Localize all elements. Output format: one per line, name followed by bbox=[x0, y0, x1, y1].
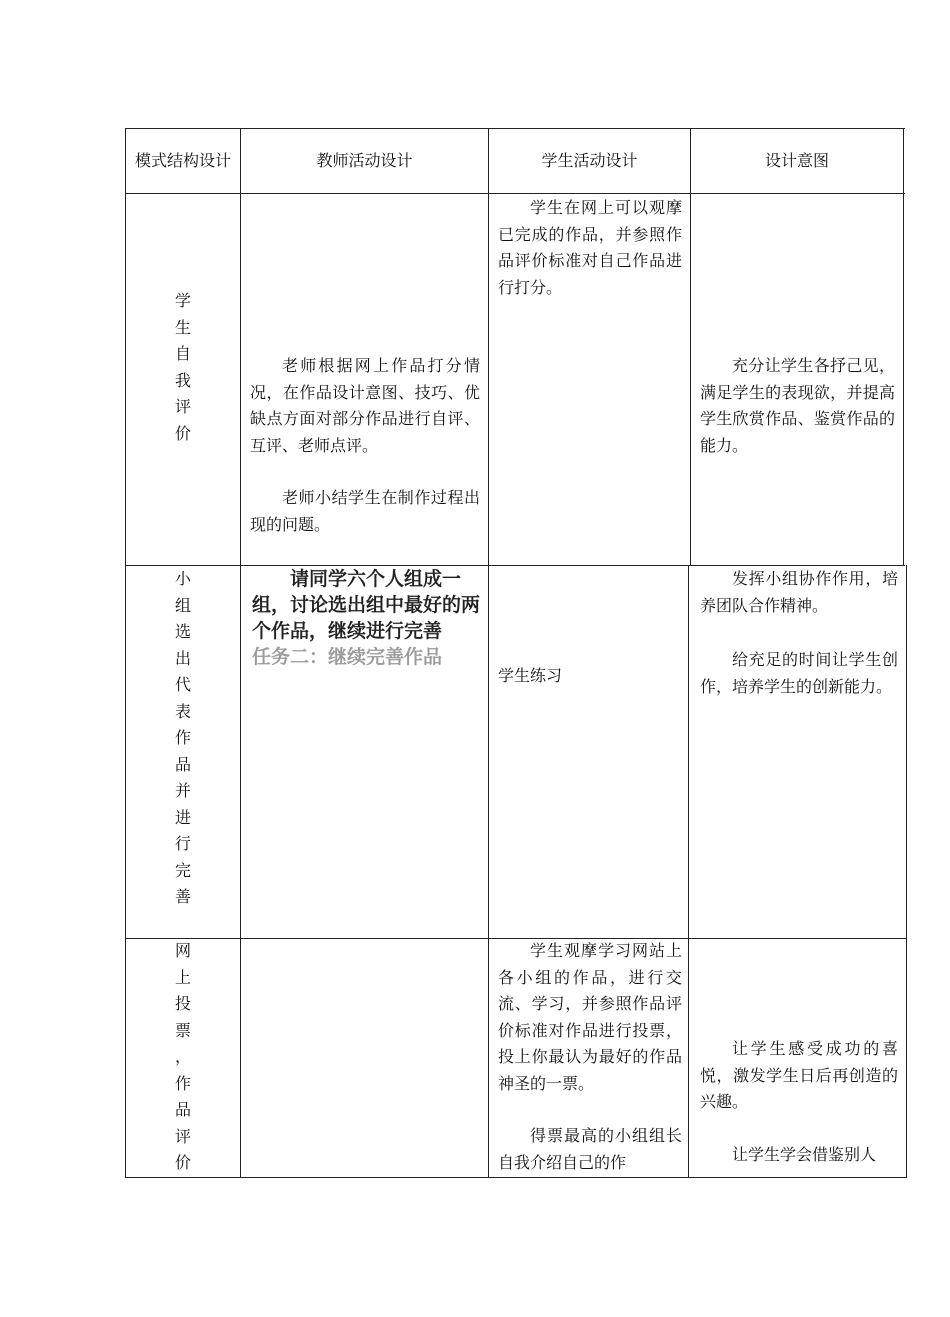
row1-intent-paragraph-1: 充分让学生各抒己见，满足学生的表现欲，并提高学生欣赏作品、鉴赏作品的能力。 bbox=[700, 356, 895, 455]
mode-character: 评 bbox=[174, 1126, 191, 1146]
row2-design-intent bbox=[700, 566, 898, 700]
header-design-intent-text: 设计意图 bbox=[764, 150, 829, 170]
mode-character: 投 bbox=[174, 994, 191, 1013]
row1-teacher-activity bbox=[250, 353, 480, 538]
table-right-border-upper bbox=[903, 128, 904, 566]
mode-character: 品 bbox=[174, 1100, 191, 1119]
mode-character: 作 bbox=[174, 728, 191, 747]
mode-character: 组 bbox=[174, 595, 191, 615]
row1-student-activity bbox=[498, 195, 682, 301]
row1-teacher-paragraph-2: 老师小结学生在制作过程出现的问题。 bbox=[250, 488, 480, 534]
mode-character: 选 bbox=[174, 622, 191, 641]
row1-teacher-paragraph-1: 老师根据网上作品打分情况，在作品设计意图、技巧、优缺点方面对部分作品进行自评、互评、老师点评。 bbox=[250, 356, 480, 455]
mode-character: 小 bbox=[174, 569, 191, 588]
col3-border-lower bbox=[688, 565, 689, 1178]
header-teacher-activity bbox=[241, 134, 488, 188]
row2-teacher-task-text: 请同学六个人组成一组，讨论选出组中最好的两个作品，继续进行完善 bbox=[252, 568, 481, 642]
mode-character: 票 bbox=[174, 1020, 191, 1040]
mode-character: 网 bbox=[174, 941, 191, 960]
table-bottom-border bbox=[125, 1177, 907, 1178]
row3-student-paragraph-2: 得票最高的小组组长自我介绍自己的作 bbox=[498, 1126, 682, 1172]
mode-character: 善 bbox=[174, 887, 191, 906]
row3-student-activity bbox=[498, 938, 682, 1176]
header-student-activity-text: 学生活动设计 bbox=[541, 150, 638, 170]
mode-character: 完 bbox=[174, 860, 191, 880]
row2-mode-label bbox=[126, 566, 240, 911]
col3-border-upper bbox=[690, 128, 691, 566]
mode-character: 并 bbox=[174, 781, 191, 800]
mode-character: 自 bbox=[174, 344, 191, 363]
mode-character: 价 bbox=[174, 423, 191, 443]
mode-character: 行 bbox=[174, 834, 191, 853]
mode-character: 生 bbox=[174, 317, 191, 337]
mode-character: 进 bbox=[174, 807, 191, 827]
row1-mode-label bbox=[126, 288, 240, 447]
row3-intent-paragraph-2: 让学生学会借鉴别人 bbox=[732, 1144, 877, 1164]
mode-character: 代 bbox=[174, 675, 191, 694]
mode-character: 我 bbox=[174, 370, 191, 390]
row2-intent-paragraph-2: 给充足的时间让学生创作，培养学生的创新能力。 bbox=[700, 650, 898, 696]
row3-intent-paragraph-1: 让学生感受成功的喜悦，激发学生日后再创造的兴趣。 bbox=[700, 1039, 898, 1111]
mode-character: 表 bbox=[174, 701, 191, 721]
header-mode-structure bbox=[135, 134, 231, 188]
row3-mode-label bbox=[126, 938, 240, 1177]
mode-character: 出 bbox=[174, 648, 191, 668]
row2-student-text: 学生练习 bbox=[498, 666, 563, 685]
table-right-border-lower bbox=[906, 565, 907, 1178]
row3-design-intent bbox=[700, 1036, 898, 1176]
mode-character: 价 bbox=[174, 1153, 191, 1172]
header-design-intent bbox=[691, 134, 903, 188]
row1-design-intent bbox=[700, 353, 895, 459]
table-top-border bbox=[125, 128, 905, 129]
header-bottom-border bbox=[125, 193, 905, 194]
mode-character: 上 bbox=[174, 967, 191, 987]
row3-student-paragraph-1: 学生观摩学习网站上各小组的作品，进行交流、学习，并参照作品评价标准对作品进行投票，投上你最认为最好的作品神圣的一票。 bbox=[498, 941, 682, 1093]
mode-character: 学 bbox=[174, 291, 191, 310]
col2-border bbox=[488, 128, 489, 1178]
row1-student-paragraph-1: 学生在网上可以观摩已完成的作品，并参照作品评价标准对自己作品进行打分。 bbox=[498, 198, 682, 297]
row2-teacher-activity-image bbox=[252, 566, 484, 670]
row2-intent-paragraph-1: 发挥小组协作作用，培养团队合作精神。 bbox=[700, 569, 898, 615]
mode-character: 品 bbox=[174, 754, 191, 774]
header-teacher-activity-text: 教师活动设计 bbox=[316, 150, 413, 170]
col1-border bbox=[240, 128, 241, 1178]
row2-teacher-subtask-text: 任务二：继续完善作品 bbox=[252, 646, 443, 668]
mode-character: 评 bbox=[174, 397, 191, 416]
header-mode-structure-text: 模式结构设计 bbox=[135, 150, 232, 170]
row2-student-activity bbox=[498, 663, 682, 690]
header-student-activity bbox=[489, 134, 690, 188]
mode-character: 作 bbox=[174, 1073, 191, 1093]
mode-character: ， bbox=[174, 1047, 191, 1066]
